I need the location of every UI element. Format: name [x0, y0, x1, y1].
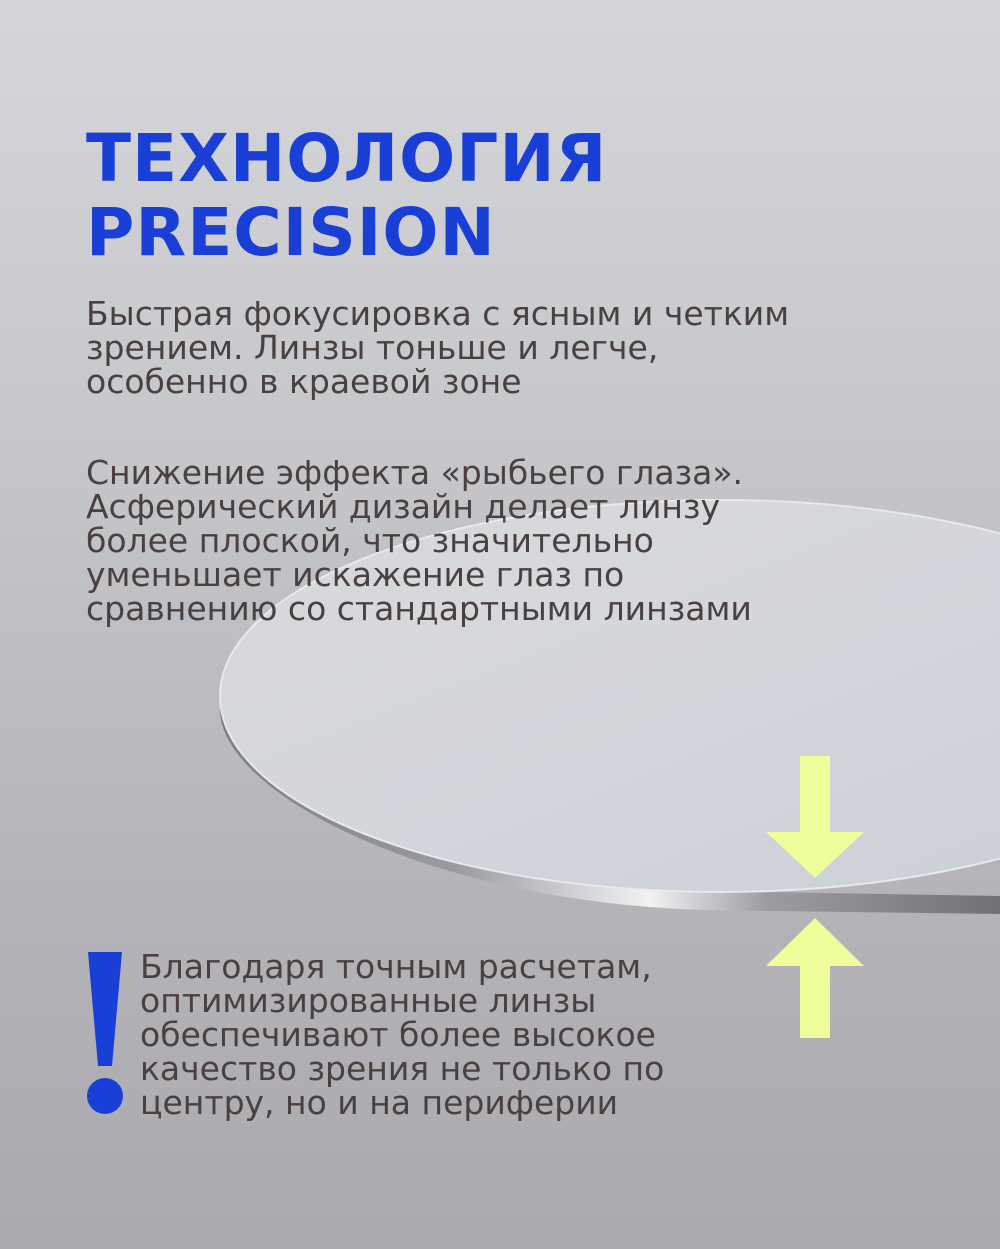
paragraph-line: Благодаря точным расчетам, [140, 947, 652, 986]
paragraph-line: обеспечивают более высокое [140, 1015, 656, 1054]
paragraph-line: особенно в краевой зоне [86, 362, 522, 401]
paragraph-fast-focus [86, 294, 790, 401]
paragraph-line: сравнению со стандартными линзами [86, 589, 752, 628]
paragraph-line: оптимизированные линзы [140, 981, 597, 1020]
paragraph-line: более плоской, что значительно [86, 521, 654, 560]
paragraph-line: Снижение эффекта «рыбьего глаза». [86, 453, 744, 492]
title-line-1: ТЕХНОЛОГИЯ [86, 120, 608, 197]
paragraph-line: зрением. Линзы тоньше и легче, [86, 328, 659, 367]
paragraph-precision-calc [140, 947, 665, 1122]
paragraph-line: качество зрения не только по [140, 1049, 665, 1088]
arrow-up-icon [766, 918, 864, 1038]
exclamation-icon [84, 948, 126, 1116]
paragraph-line: центру, но и на периферии [140, 1083, 619, 1122]
paragraph-line: Асферический дизайн делает линзу [86, 487, 721, 526]
title-line-2: PRECISION [86, 194, 496, 271]
paragraph-line: уменьшает искажение глаз по [86, 555, 625, 594]
page-title [86, 122, 607, 270]
paragraph-line: Быстрая фокусировка с ясным и четким [86, 294, 790, 333]
paragraph-fisheye [86, 453, 752, 628]
